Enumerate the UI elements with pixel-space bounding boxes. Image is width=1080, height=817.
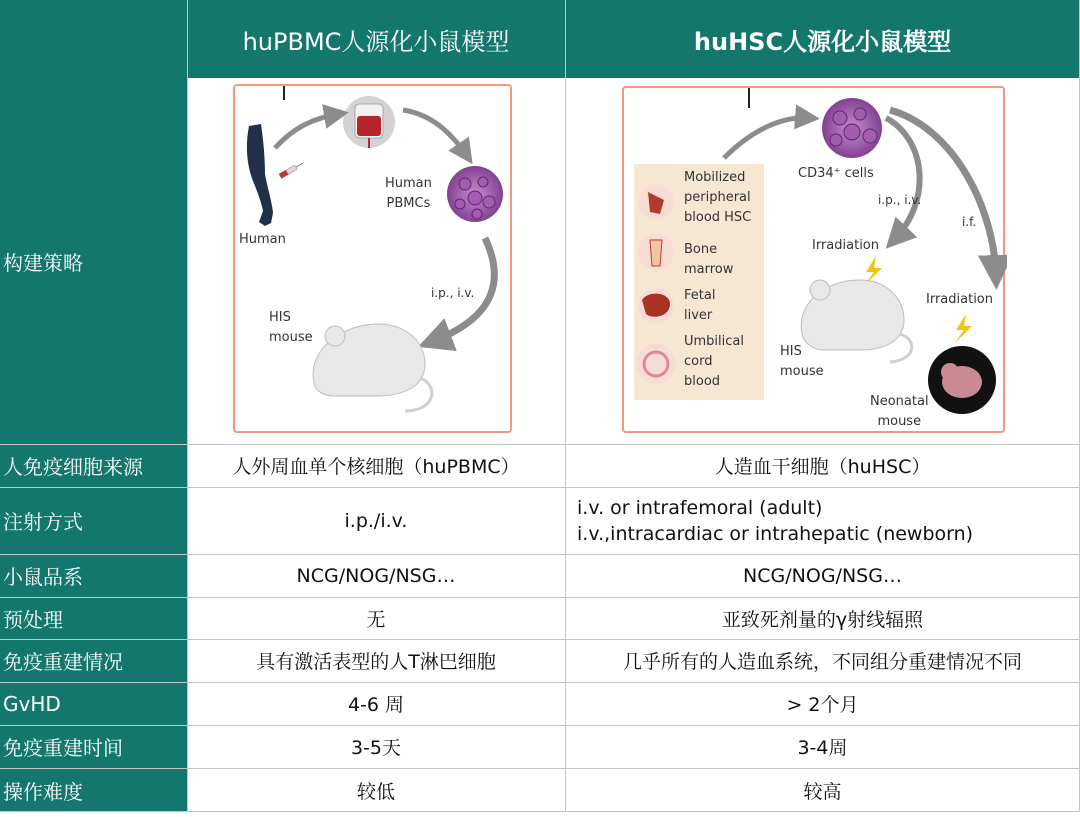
pbmc-his-mouse-label: HIS mouse [269, 310, 313, 345]
pbmc-cells-icon [447, 166, 503, 222]
neonatal-mouse-label: Neonatal mouse [870, 394, 929, 429]
hsc-route-if-label: i.f. [962, 215, 977, 229]
hsc-strategy-diagram [622, 86, 1005, 433]
time-hsc: 3-4周 [565, 725, 1080, 768]
difficulty-pbmc: 较低 [187, 768, 565, 812]
pbmc-diagram-art [235, 86, 514, 435]
hsc-diagram-art [624, 88, 1007, 435]
gvhd-hsc: > 2个月 [565, 682, 1080, 725]
lightning-icon-2 [954, 314, 972, 344]
header-hupbmc: huPBMC人源化小鼠模型 [187, 0, 565, 78]
pbmc-route-label: i.p., i.v. [431, 286, 475, 300]
gvhd-pbmc: 4-6 周 [187, 682, 565, 725]
cd34-label: CD34⁺ cells [798, 166, 874, 181]
row-label-injection: 注射方式 [0, 487, 187, 554]
syringe-icon [279, 161, 304, 178]
row-label-difficulty: 操作难度 [0, 768, 187, 812]
strain-pbmc: NCG/NOG/NSG… [187, 554, 565, 597]
reconstitution-pbmc: 具有激活表型的人T淋巴细胞 [187, 639, 565, 682]
row-label-reconstitution: 免疫重建情况 [0, 639, 187, 682]
source-hsc: 人造血干细胞（huHSC） [565, 444, 1080, 487]
row-label-pretreatment: 预处理 [0, 597, 187, 639]
source-bone-marrow-label: Bone marrow [684, 242, 734, 277]
injection-pbmc: i.p./i.v. [187, 487, 565, 554]
neonatal-mouse-icon [928, 346, 996, 414]
source-pbmc: 人外周血单个核细胞（huPBMC） [187, 444, 565, 487]
strain-hsc: NCG/NOG/NSG… [565, 554, 1080, 597]
time-pbmc: 3-5天 [187, 725, 565, 768]
row-label-strain: 小鼠品系 [0, 554, 187, 597]
header-huhsc: huHSC人源化小鼠模型 [565, 0, 1080, 78]
hsc-his-mouse-label: HIS mouse [780, 344, 824, 379]
row-label-gvhd: GvHD [0, 682, 187, 725]
difficulty-hsc: 较高 [565, 768, 1080, 812]
irradiation-label-2: Irradiation [926, 292, 993, 307]
arm-icon [247, 124, 273, 226]
row-label-strategy: 构建策略 [0, 78, 187, 444]
injection-hsc [565, 487, 1080, 554]
pretreatment-hsc: 亚致死剂量的γ射线辐照 [565, 597, 1080, 639]
header-corner [0, 0, 187, 78]
pbmc-label: Human PBMCs [385, 176, 432, 211]
irradiation-label-1: Irradiation [812, 238, 879, 253]
pbmc-strategy-diagram [233, 84, 512, 433]
source-cord-blood-label: Umbilical cord blood [684, 334, 744, 389]
pretreatment-pbmc: 无 [187, 597, 565, 639]
hsc-route-ipiv-label: i.p., i.v. [878, 193, 922, 207]
row-label-source: 人免疫细胞来源 [0, 444, 187, 487]
reconstitution-hsc: 几乎所有的人造血系统，不同组分重建情况不同 [565, 639, 1080, 682]
injection-hsc-line1: i.v. or intrafemoral (adult) [577, 496, 823, 519]
cd34-cells-icon [822, 98, 882, 158]
blood-bag-icon [343, 96, 395, 148]
human-label: Human [239, 232, 286, 247]
source-fetal-liver-label: Fetal liver [684, 288, 716, 323]
injection-hsc-line2: i.v.,intracardiac or intrahepatic (newborn) [577, 522, 974, 545]
row-label-time: 免疫重建时间 [0, 725, 187, 768]
bone-icon [650, 240, 662, 266]
mouse-icon [313, 324, 432, 411]
source-mobilized-label: Mobilized peripheral blood HSC [684, 170, 752, 225]
